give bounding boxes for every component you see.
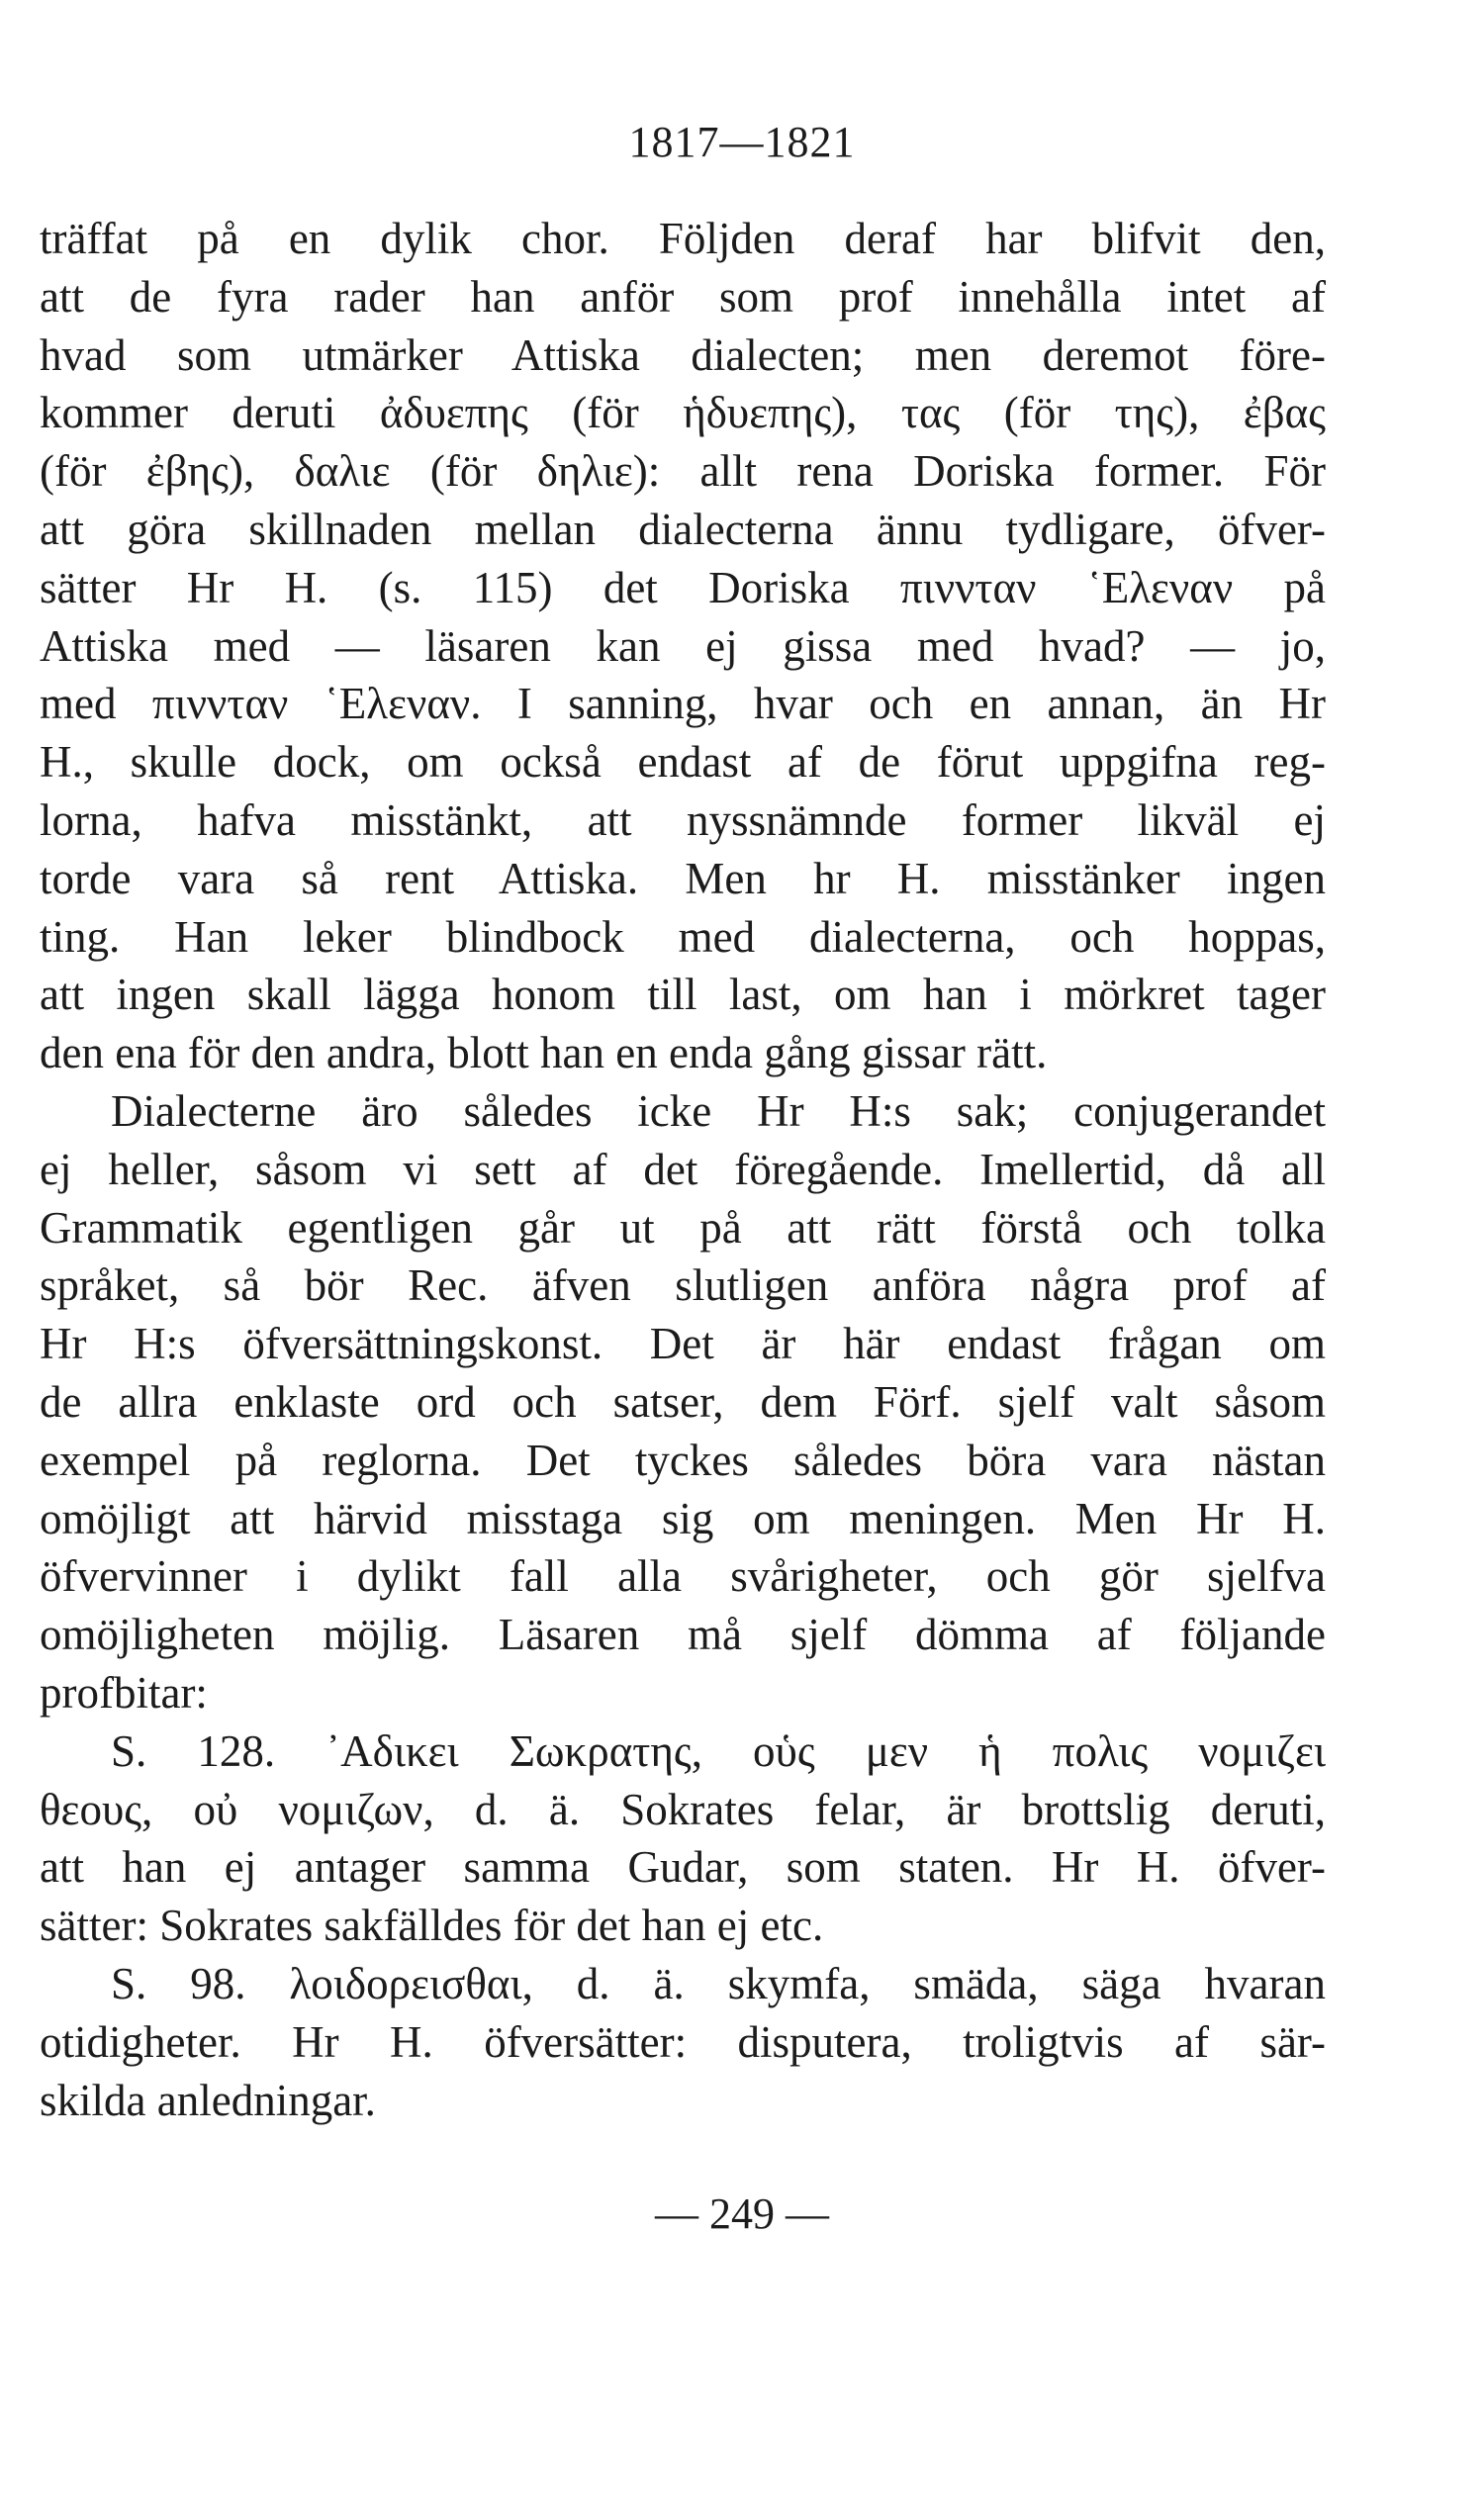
text-line: hvad som utmärker Attiska dialecten; men deremot före- xyxy=(40,329,1326,380)
text-line: H., skulle dock, om också endast af de förut uppgifna reg- xyxy=(40,737,1326,788)
text-line: (för ἐβης), δαλιε (för δηλιε): allt rena Doriska former. För xyxy=(40,446,1326,497)
body-text xyxy=(40,210,1326,2129)
text-line: profbitar: xyxy=(40,1667,208,1718)
text-line: Grammatik egentligen går ut på att rätt förstå och tolka xyxy=(40,1202,1326,1253)
text-line: med πιννταν ῾Ελεναν. I sanning, hvar och en annan, än Hr xyxy=(40,679,1326,729)
page-number: — 249 — xyxy=(655,2189,829,2238)
text-line: torde vara så rent Attiska. Men hr H. misstänker ingen xyxy=(40,853,1326,903)
text-line: skilda anledningar. xyxy=(40,2075,376,2125)
text-line: sätter: Sokrates sakfälldes för det han ej etc. xyxy=(40,1901,824,1951)
text-line: ej heller, såsom vi sett af det föregående. Imellertid, då all xyxy=(40,1144,1326,1194)
text-line: kommer deruti ἀδυεπης (för ἡδυεπης), τας (för της), ἐβας xyxy=(40,388,1326,438)
text-line: θεους, οὐ νομιζων, d. ä. Sokrates felar, är brottslig deruti, xyxy=(40,1784,1326,1834)
text-line: språket, så bör Rec. äfven slutligen anföra några prof af xyxy=(40,1260,1326,1311)
text-line: S. 98. λοιδορεισθαι, d. ä. skymfa, smäda, säga hvaran xyxy=(111,1958,1326,2008)
text-line: att de fyra rader han anför som prof innehålla intet af xyxy=(40,271,1326,322)
text-line: Hr H:s öfversättningskonst. Det är här endast frågan om xyxy=(40,1319,1326,1369)
text-line: exempel på reglorna. Det tyckes således böra vara nästan xyxy=(40,1435,1326,1485)
text-line: Dialecterne äro således icke Hr H:s sak; conjugerandet xyxy=(111,1085,1326,1136)
text-line: öfvervinner i dylikt fall alla svårigheter, och gör sjelfva xyxy=(40,1551,1326,1602)
text-line: omöjligt att härvid misstaga sig om meningen. Men Hr H. xyxy=(40,1493,1326,1543)
text-line: S. 128. ᾽Αδικει Σωκρατης, οὑς μεν ἡ πολις νομιζει xyxy=(111,1725,1326,1776)
text-line: otidigheter. Hr H. öfversätter: disputera, troligtvis af sär- xyxy=(40,2016,1326,2067)
text-line: att ingen skall lägga honom till last, om han i mörkret tager xyxy=(40,970,1326,1020)
text-line: sätter Hr H. (s. 115) det Doriska πιννταν ῾Ελεναν på xyxy=(40,562,1326,612)
text-line: de allra enklaste ord och satser, dem Förf. sjelf valt såsom xyxy=(40,1376,1326,1427)
text-line: omöjligheten möjlig. Läsaren må sjelf dömma af följande xyxy=(40,1610,1326,1660)
text-line: att han ej antager samma Gudar, som staten. Hr H. öfver- xyxy=(40,1842,1326,1893)
text-line: träffat på en dylik chor. Följden deraf har blifvit den, xyxy=(40,214,1326,263)
text-line: Attiska med — läsaren kan ej gissa med hvad? — jo, xyxy=(40,620,1326,671)
text-line: den ena för den andra, blott han en enda gång gissar rätt. xyxy=(40,1028,1048,1078)
text-line: lorna, hafva misstänkt, att nyssnämnde former likväl ej xyxy=(40,794,1326,845)
text-line: att göra skillnaden mellan dialecterna ännu tydligare, öfver- xyxy=(40,504,1326,554)
running-head: 1817—1821 xyxy=(628,118,856,166)
text-line: ting. Han leker blindbock med dialecterna, och hoppas, xyxy=(40,911,1326,962)
